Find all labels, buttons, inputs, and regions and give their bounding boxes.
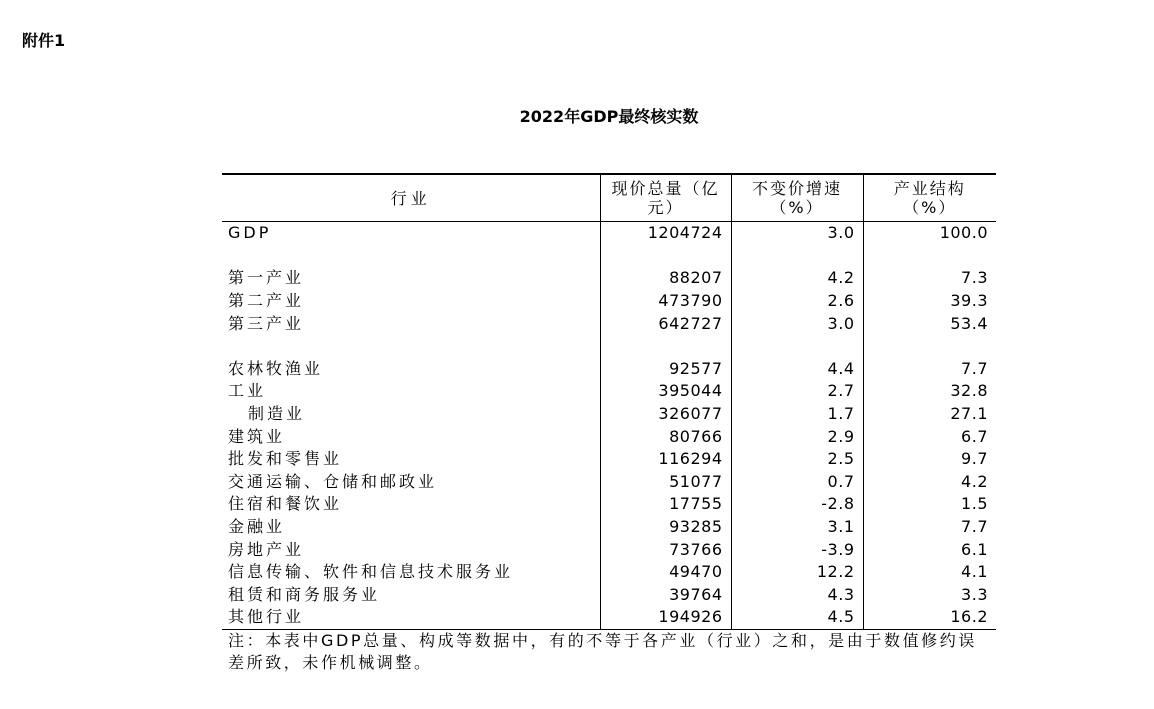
row-value: 642727: [600, 312, 731, 335]
table-row: [222, 561, 996, 584]
row-growth: -2.8: [731, 493, 863, 516]
row-value: 73766: [600, 538, 731, 561]
row-value: 39764: [600, 584, 731, 607]
row-label: 交通运输、仓储和邮政业: [228, 471, 438, 491]
row-value: 473790: [600, 290, 731, 313]
row-growth: 1.7: [731, 403, 863, 426]
row-structure: 9.7: [863, 448, 996, 471]
gdp-table: [222, 173, 996, 630]
row-value: 88207: [600, 267, 731, 290]
spacer-row: [222, 335, 996, 358]
row-structure: 32.8: [863, 380, 996, 403]
row-value: 194926: [600, 606, 731, 629]
row-value: 49470: [600, 561, 731, 584]
row-label: 制造业: [248, 404, 306, 424]
row-growth: 3.1: [731, 516, 863, 539]
row-value: 1204724: [600, 222, 731, 245]
row-growth: 2.7: [731, 380, 863, 403]
row-label: GDP: [228, 223, 272, 243]
row-label: 住宿和餐饮业: [228, 494, 343, 514]
row-growth: 4.5: [731, 606, 863, 629]
table-row: [222, 425, 996, 448]
table-row: [222, 538, 996, 561]
row-structure: 100.0: [863, 222, 996, 245]
row-structure: 7.3: [863, 267, 996, 290]
spacer-row: [222, 245, 996, 268]
row-label: 批发和零售业: [228, 449, 343, 469]
row-label: 其他行业: [222, 606, 600, 629]
table-row: [222, 448, 996, 471]
page-title: 2022年GDP最终核实数: [519, 107, 699, 126]
row-growth: 2.9: [731, 425, 863, 448]
row-growth: 12.2: [731, 561, 863, 584]
row-structure: 4.2: [863, 471, 996, 494]
table-row: [222, 584, 996, 607]
row-growth: 0.7: [731, 471, 863, 494]
row-label: 工业: [228, 381, 267, 401]
row-structure: 53.4: [863, 312, 996, 335]
row-structure: 27.1: [863, 403, 996, 426]
header-industry: 行业: [222, 174, 600, 222]
row-structure: 6.7: [863, 425, 996, 448]
row-label: 房地产业: [228, 539, 305, 559]
row-structure: 3.3: [863, 584, 996, 607]
table-row: [222, 358, 996, 381]
row-label: 信息传输、软件和信息技术服务业: [228, 562, 514, 582]
table-row: [222, 222, 996, 245]
row-value: 51077: [600, 471, 731, 494]
table-row: [222, 380, 996, 403]
row-growth: 4.2: [731, 267, 863, 290]
row-growth: 4.3: [731, 584, 863, 607]
table-row: [222, 516, 996, 539]
row-label: 第一产业: [228, 268, 305, 288]
row-growth: 4.4: [731, 358, 863, 381]
row-growth: 3.0: [731, 312, 863, 335]
header-value: 现价总量（亿元）: [600, 174, 731, 222]
row-value: 92577: [600, 358, 731, 381]
row-structure: 1.5: [863, 493, 996, 516]
row-structure: 7.7: [863, 358, 996, 381]
row-label: 建筑业: [228, 426, 286, 446]
table-row: [222, 312, 996, 335]
row-structure: 6.1: [863, 538, 996, 561]
row-growth: -3.9: [731, 538, 863, 561]
row-structure: 39.3: [863, 290, 996, 313]
row-growth: 2.6: [731, 290, 863, 313]
row-label: 农林牧渔业: [228, 358, 324, 378]
row-growth: 2.5: [731, 448, 863, 471]
row-value: 17755: [600, 493, 731, 516]
table-note: 注：本表中GDP总量、构成等数据中，有的不等于各产业（行业）之和，是由于数值修约误差所致，未作机械调整。: [228, 631, 977, 672]
table-row: [222, 493, 996, 516]
row-structure: 16.2: [863, 606, 996, 629]
row-value: 93285: [600, 516, 731, 539]
table-row: [222, 267, 996, 290]
table-row: [222, 403, 996, 426]
row-value: 395044: [600, 380, 731, 403]
row-label: 金融业: [228, 517, 286, 537]
table-row: [222, 471, 996, 494]
row-value: 326077: [600, 403, 731, 426]
row-value: 80766: [600, 425, 731, 448]
row-structure: 7.7: [863, 516, 996, 539]
row-label: 租赁和商务服务业: [228, 584, 381, 604]
row-label: 第二产业: [228, 291, 305, 311]
table-row: [222, 290, 996, 313]
row-growth: 3.0: [731, 222, 863, 245]
table-header-row: [222, 174, 996, 222]
gdp-table-container: [222, 173, 996, 630]
table-row: [222, 606, 996, 629]
row-label: 第三产业: [228, 313, 305, 333]
header-structure: 产业结构（%）: [863, 174, 996, 222]
row-structure: 4.1: [863, 561, 996, 584]
header-growth: 不变价增速（%）: [731, 174, 863, 222]
attachment-label: 附件1: [22, 31, 66, 50]
row-value: 116294: [600, 448, 731, 471]
